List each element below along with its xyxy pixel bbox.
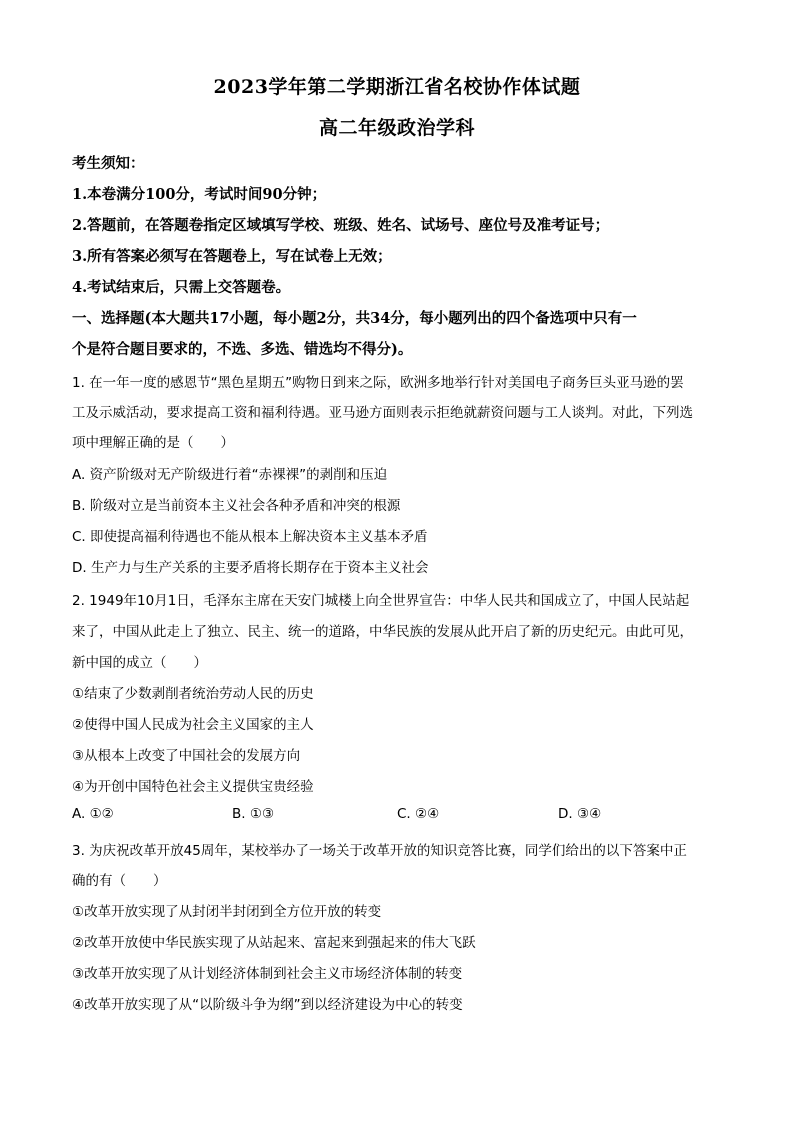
section-heading: 一、选择题(本大题共17小题，每小题2分，共34分，每小题列出的四个备选项中只有一 xyxy=(72,310,637,327)
q2-statement: ④为开创中国特色社会主义提供宝贵经验 xyxy=(72,779,314,795)
q2-stem: 来了，中国从此走上了独立、民主、统一的道路，中华民族的发展从此开启了新的历史纪元。由此可见， xyxy=(72,624,693,640)
q1-option-c: C. 即使提高福利待遇也不能从根本上解决资本主义基本矛盾 xyxy=(72,529,428,545)
notice-item: 3.所有答案必须写在答题卷上，写在试卷上无效； xyxy=(72,248,392,265)
q1-stem: 项中理解正确的是（ ） xyxy=(72,435,234,451)
notice-item: 1.本卷满分100分，考试时间90分钟； xyxy=(72,186,327,203)
q1-option-d: D. 生产力与生产关系的主要矛盾将长期存在于资本主义社会 xyxy=(72,560,429,576)
q3-statement: ④改革开放实现了从“以阶级斗争为纲”到以经济建设为中心的转变 xyxy=(72,997,463,1013)
q2-option-b: B. ①③ xyxy=(232,806,275,822)
q3-stem: 确的有（ ） xyxy=(72,873,167,889)
q2-options xyxy=(72,806,732,826)
q3-statement: ①改革开放实现了从封闭半封闭到全方位开放的转变 xyxy=(72,904,382,920)
q1-option-b: B. 阶级对立是当前资本主义社会各种矛盾和冲突的根源 xyxy=(72,498,401,514)
q3-stem: 3. 为庆祝改革开放45周年，某校举办了一场关于改革开放的知识竞答比赛，同学们给出的以下答案中正 xyxy=(72,843,687,859)
notice-heading: 考生须知： xyxy=(72,155,145,172)
notice-item: 4.考试结束后，只需上交答题卷。 xyxy=(72,279,291,296)
q2-stem: 2. 1949年10月1日，毛泽东主席在天安门城楼上向全世界宣告：中华人民共和国成立了，中国人民站起 xyxy=(72,593,690,609)
q2-statement: ③从根本上改变了中国社会的发展方向 xyxy=(72,748,301,764)
q1-option-a: A. 资产阶级对无产阶级进行着“赤裸裸”的剥削和压迫 xyxy=(72,467,388,483)
q2-option-a: A. ①② xyxy=(72,806,114,822)
notice-item: 2.答题前，在答题卷指定区域填写学校、班级、姓名、试场号、座位号及准考证号； xyxy=(72,217,610,234)
exam-subtitle: 高二年级政治学科 xyxy=(318,117,475,139)
q2-statement: ①结束了少数剥削者统治劳动人民的历史 xyxy=(72,686,314,702)
q3-statement: ②改革开放使中华民族实现了从站起来、富起来到强起来的伟大飞跃 xyxy=(72,935,476,951)
q2-option-d: D. ③④ xyxy=(558,806,602,822)
q2-statement: ②使得中国人民成为社会主义国家的主人 xyxy=(72,717,314,733)
q2-stem: 新中国的成立（ ） xyxy=(72,655,207,671)
q3-statement: ③改革开放实现了从计划经济体制到社会主义市场经济体制的转变 xyxy=(72,966,463,982)
section-heading: 个是符合题目要求的，不选、多选、错选均不得分)。 xyxy=(72,341,413,358)
q2-option-c: C. ②④ xyxy=(397,806,440,822)
exam-title: 2023学年第二学期浙江省名校协作体试题 xyxy=(213,76,581,98)
q1-stem: 工及示威活动，要求提高工资和福利待遇。亚马逊方面则表示拒绝就薪资问题与工人谈判。对此，下列选 xyxy=(72,405,693,421)
q1-stem: 1. 在一年一度的感恩节“黑色星期五”购物日到来之际，欧洲多地举行针对美国电子商务巨头亚马逊的罢 xyxy=(72,375,684,391)
